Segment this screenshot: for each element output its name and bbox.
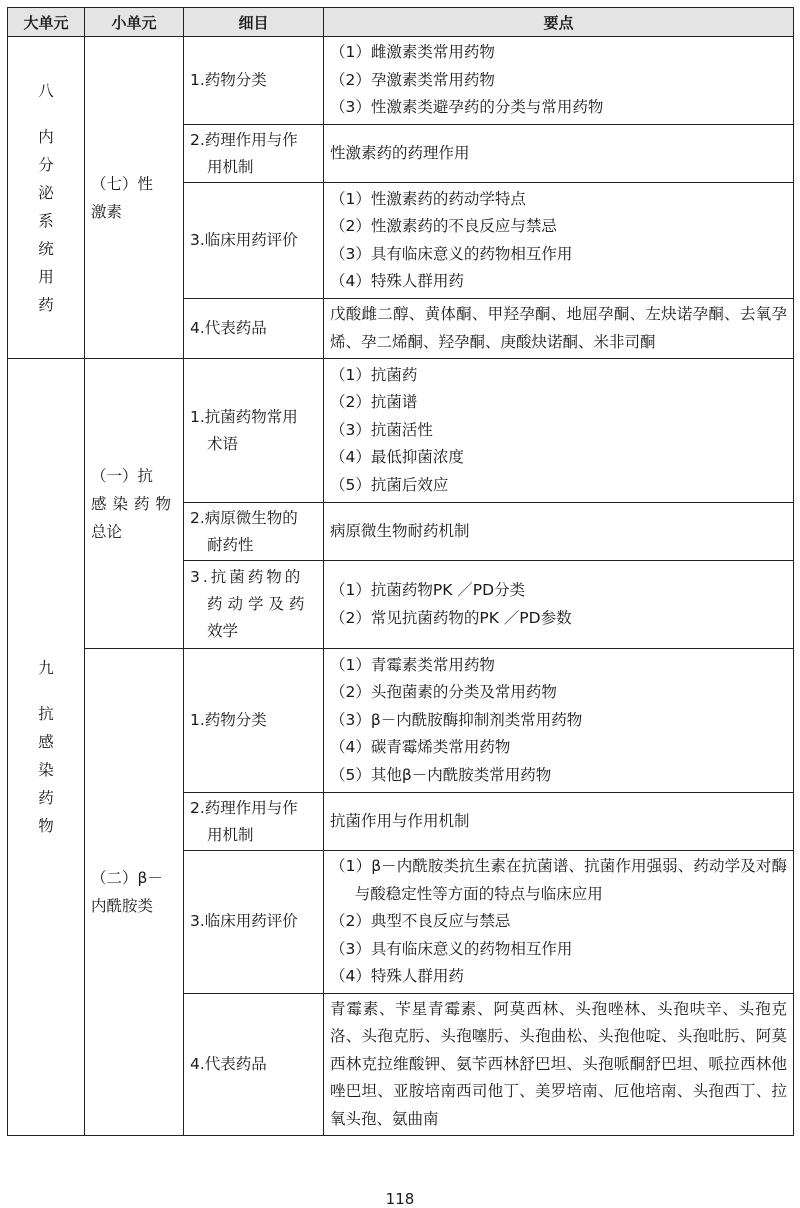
key-point: （3）具有临床意义的药物相互作用 <box>330 939 573 958</box>
major-unit-char: 系 <box>38 211 54 230</box>
major-unit-8 <box>8 37 85 359</box>
key-point: （2）头孢菌素的分类及常用药物 <box>330 683 557 702</box>
key-points-cell <box>324 851 794 994</box>
key-point: （1）抗菌药 <box>330 365 418 384</box>
key-points-cell <box>324 503 794 561</box>
key-point: 病原微生物耐药机制 <box>330 521 470 540</box>
key-points-cell <box>324 183 794 299</box>
detail-cell: 3.抗菌药物的 药动学及药 效学 <box>184 561 324 649</box>
page-number: 118 <box>385 1190 415 1208</box>
key-point: 抗菌作用与作用机制 <box>330 811 470 830</box>
key-point: （3）β－内酰胺酶抑制剂类常用药物 <box>330 710 583 729</box>
key-point: （2）典型不良反应与禁忌 <box>330 912 511 930</box>
table-row <box>8 649 794 793</box>
key-point: （5）抗菌后效应 <box>330 475 449 494</box>
major-unit-char: 内 <box>38 127 54 146</box>
major-unit-char: 药 <box>38 789 54 807</box>
key-point: （3）性激素类避孕药的分类与常用药物 <box>330 98 604 117</box>
detail-cell: 3.临床用药评价 <box>184 183 324 299</box>
key-point: （2）性激素药的不良反应与禁忌 <box>330 217 557 235</box>
detail-cell: 3.临床用药评价 <box>184 851 324 994</box>
key-point: （4）特殊人群用药 <box>330 967 464 985</box>
key-points-cell <box>324 649 794 793</box>
key-point: （1）青霉素类常用药物 <box>330 655 495 674</box>
major-unit-number: 八 <box>38 81 54 100</box>
key-point: （1）抗菌药物PK ／PD分类 <box>330 581 526 599</box>
key-point: （2）常见抗菌药物的PK ／PD参数 <box>330 608 572 627</box>
major-unit-char: 统 <box>38 239 54 258</box>
minor-unit-beta-lactams: （二）β－ 内酰胺类 <box>85 649 184 1136</box>
major-unit-char: 泌 <box>38 183 54 202</box>
table-row <box>8 37 794 125</box>
key-point: （2）抗菌谱 <box>330 393 418 412</box>
key-point: （4）特殊人群用药 <box>330 272 464 290</box>
key-points-cell <box>324 359 794 503</box>
major-unit-char: 染 <box>38 761 54 779</box>
key-points-cell <box>324 299 794 359</box>
major-unit-char: 用 <box>38 267 54 286</box>
detail-cell: 1.抗菌药物常用 术语 <box>184 359 324 503</box>
detail-cell: 4.代表药品 <box>184 299 324 359</box>
major-unit-char: 抗 <box>38 705 54 723</box>
header-detail: 细目 <box>184 8 324 37</box>
key-point: （2）孕激素类常用药物 <box>330 70 495 89</box>
detail-cell: 2.病原微生物的 耐药性 <box>184 503 324 561</box>
key-point: （1）β－内酰胺类抗生素在抗菌谱、抗菌作用强弱、药动学及对酶与酸稳定性等方面的特点与临床应用 <box>330 857 787 903</box>
syllabus-table <box>7 7 794 1136</box>
major-unit-char: 分 <box>38 155 54 174</box>
key-points-cell <box>324 561 794 649</box>
header-minor-unit: 小单元 <box>85 8 184 37</box>
key-points-cell <box>324 37 794 125</box>
minor-unit-anti-infective-overview: （一）抗 感染药物 总论 <box>85 359 184 649</box>
key-points-cell <box>324 125 794 183</box>
key-point: （4）碳青霉烯类常用药物 <box>330 738 511 757</box>
key-point: （1）雌激素类常用药物 <box>330 43 495 62</box>
table-header-row <box>8 8 794 37</box>
key-point: （1）性激素药的药动学特点 <box>330 189 526 208</box>
key-point: （3）具有临床意义的药物相互作用 <box>330 244 573 263</box>
detail-cell: 2.药理作用与作 用机制 <box>184 125 324 183</box>
major-unit-char: 药 <box>38 295 54 314</box>
key-point: （5）其他β－内酰胺类常用药物 <box>330 765 552 784</box>
key-point: 性激素药的药理作用 <box>330 143 470 162</box>
major-unit-number: 九 <box>38 659 54 677</box>
detail-cell: 1.药物分类 <box>184 649 324 793</box>
key-points-cell <box>324 993 794 1136</box>
minor-unit-sex-hormones: （七）性 激素 <box>85 37 184 359</box>
header-major-unit: 大单元 <box>8 8 85 37</box>
header-key-points: 要点 <box>324 8 794 37</box>
key-point: 青霉素、苄星青霉素、阿莫西林、头孢唑林、头孢呋辛、头孢克洛、头孢克肟、头孢噻肟、头孢曲松、头孢他啶、头孢吡肟、阿莫西林克拉维酸钾、氨苄西林舒巴坦、头孢哌酮舒巴坦、哌拉西林他唑巴坦、亚胺培南西司他丁、美罗培南、厄他培南、头孢西丁、拉氧头孢、氨曲南 <box>330 999 787 1128</box>
detail-cell: 4.代表药品 <box>184 993 324 1136</box>
major-unit-9 <box>8 359 85 1136</box>
major-unit-char: 感 <box>38 733 54 751</box>
key-points-cell <box>324 793 794 851</box>
table-row <box>8 359 794 503</box>
key-point: 戊酸雌二醇、黄体酮、甲羟孕酮、地屈孕酮、左炔诺孕酮、去氧孕烯、孕二烯酮、羟孕酮、庚酸炔诺酮、米非司酮 <box>330 305 787 351</box>
detail-cell: 1.药物分类 <box>184 37 324 125</box>
detail-cell: 2.药理作用与作 用机制 <box>184 793 324 851</box>
key-point: （3）抗菌活性 <box>330 420 433 439</box>
key-point: （4）最低抑菌浓度 <box>330 448 464 467</box>
major-unit-char: 物 <box>38 817 54 835</box>
